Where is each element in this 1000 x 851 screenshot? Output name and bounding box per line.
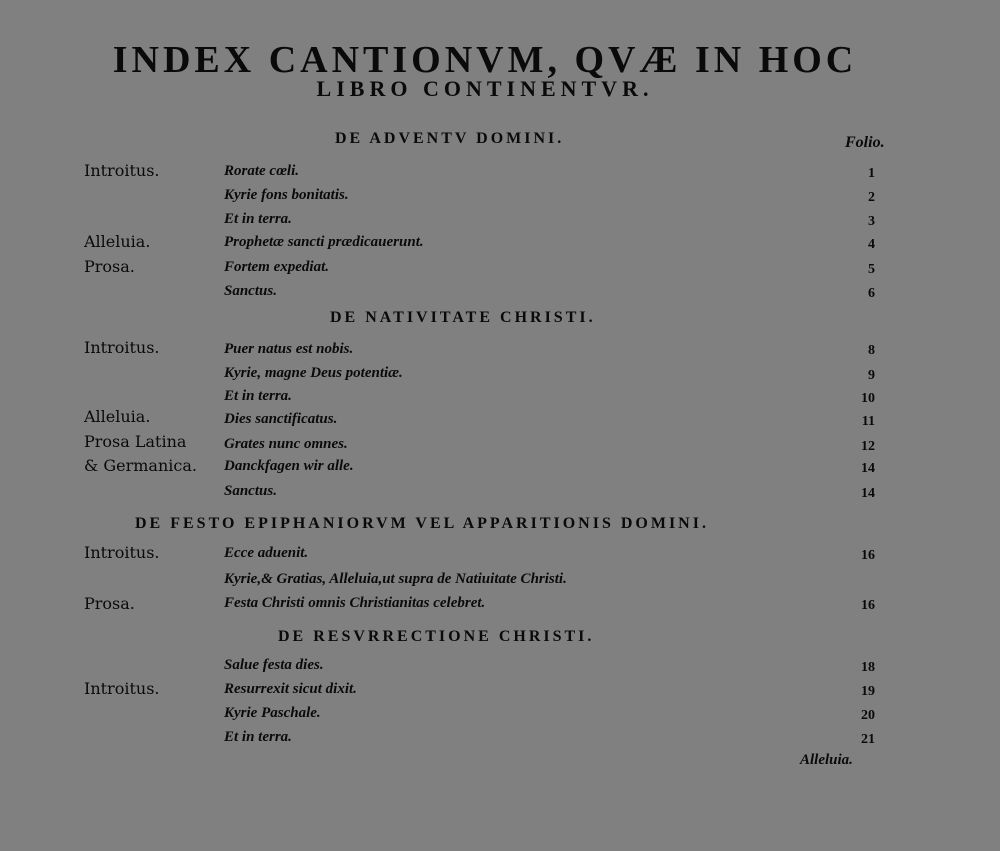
row-folio: 12: [861, 439, 875, 454]
row-label: Introitus.: [84, 338, 160, 357]
row-entry: Kyrie Paschale.: [224, 705, 321, 721]
row-entry: Resurrexit sicut dixit.: [224, 681, 357, 697]
row-entry: Salue festa dies.: [224, 657, 324, 673]
row-entry: Et in terra.: [224, 388, 292, 404]
row-folio: 10: [861, 391, 875, 406]
row-folio: 20: [861, 708, 875, 723]
row-folio: 8: [868, 343, 875, 358]
row-folio: 16: [861, 548, 875, 563]
row-entry: Danckfagen wir alle.: [224, 458, 354, 474]
row-label: Prosa Latina: [84, 432, 187, 451]
row-folio: 11: [861, 414, 875, 429]
row-folio: 14: [861, 461, 875, 476]
row-entry: Kyrie, magne Deus potentiæ.: [224, 365, 403, 381]
row-label: Prosa.: [84, 257, 135, 276]
section-heading-epiphany: DE FESTO EPIPHANIORVM VEL APPARITIONIS DOMINI.: [135, 515, 709, 532]
section-heading-advent: DE ADVENTV DOMINI.: [335, 130, 565, 147]
row-folio: 6: [868, 286, 875, 301]
row-label: Alleluia.: [84, 232, 151, 251]
row-entry: Et in terra.: [224, 211, 292, 227]
row-folio: 14: [861, 486, 875, 501]
row-folio: 1: [868, 166, 875, 181]
row-folio: 3: [868, 214, 875, 229]
row-folio: 18: [861, 660, 875, 675]
row-folio: 5: [868, 262, 875, 277]
row-entry: Dies sanctificatus.: [224, 411, 338, 427]
row-folio: 21: [861, 732, 875, 747]
row-entry: Festa Christi omnis Christianitas celebret.: [224, 595, 486, 611]
row-entry: Prophetæ sancti prædicauerunt.: [224, 234, 424, 250]
row-entry: Sanctus.: [224, 483, 277, 499]
row-entry: Puer natus est nobis.: [224, 341, 354, 357]
index-subtitle: LIBRO CONTINENTVR.: [316, 76, 654, 101]
row-label: & Germanica.: [84, 456, 197, 475]
row-label: Prosa.: [84, 594, 135, 613]
row-entry: Ecce aduenit.: [224, 545, 309, 561]
section-heading-nativity: DE NATIVITATE CHRISTI.: [330, 309, 596, 326]
row-folio: 16: [861, 598, 875, 613]
row-label: Introitus.: [84, 679, 160, 698]
row-entry: Rorate cœli.: [224, 163, 299, 179]
catchword: Alleluia.: [800, 752, 853, 768]
section-heading-resurrection: DE RESVRRECTIONE CHRISTI.: [278, 628, 595, 645]
row-folio: 2: [868, 190, 875, 205]
folio-column-header: Folio.: [845, 134, 885, 151]
row-folio: 19: [861, 684, 875, 699]
row-entry: Grates nunc omnes.: [224, 436, 348, 452]
row-entry: Kyrie fons bonitatis.: [224, 187, 349, 203]
row-entry: Sanctus.: [224, 283, 277, 299]
index-title: INDEX CANTIONVM, QVÆ IN HOC: [112, 39, 858, 81]
row-label: Introitus.: [84, 543, 160, 562]
row-entry: Fortem expediat.: [224, 259, 329, 275]
row-label: Alleluia.: [84, 407, 151, 426]
row-folio: 9: [868, 368, 875, 383]
row-entry: Kyrie,& Gratias, Alleluia,ut supra de Natiuitate Christi.: [224, 571, 567, 587]
row-folio: 4: [868, 237, 875, 252]
row-label: Introitus.: [84, 161, 160, 180]
row-entry: Et in terra.: [224, 729, 292, 745]
